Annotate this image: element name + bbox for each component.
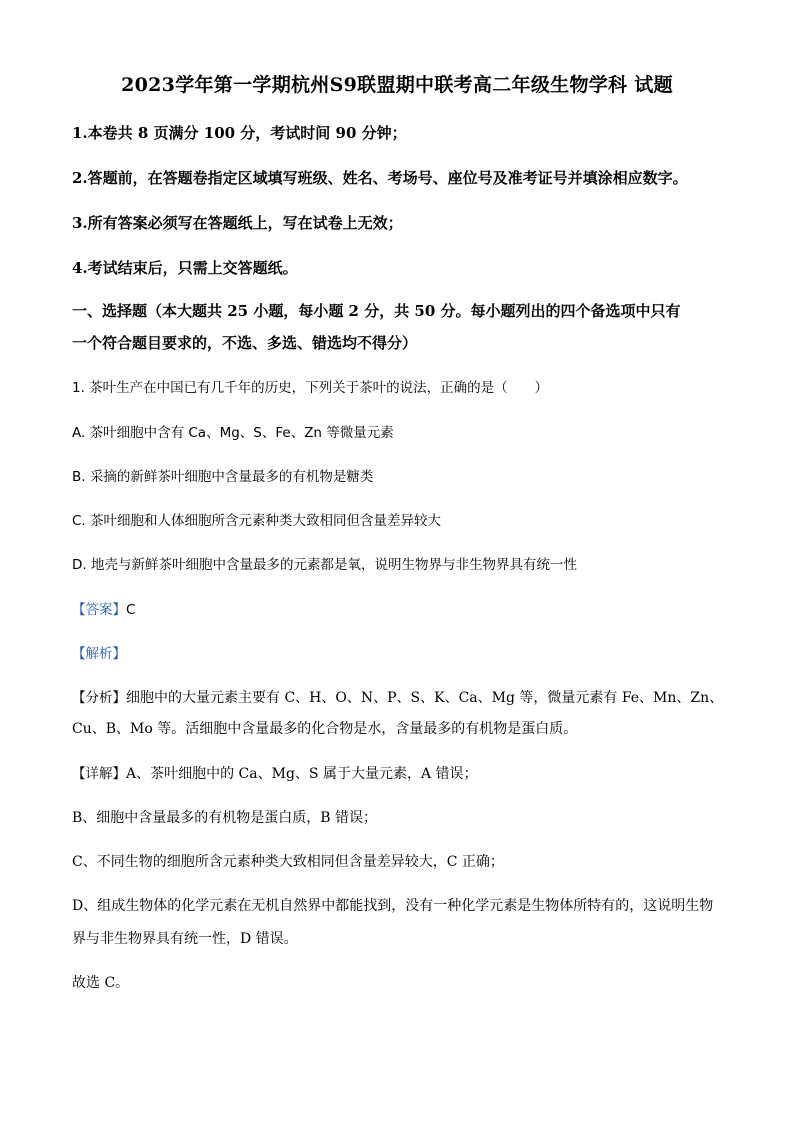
option-d: D. 地壳与新鲜茶叶细胞中含量最多的元素都是氧，说明生物界与非生物界具有统一性 — [72, 557, 577, 573]
section-heading-line1: 一、选择题（本大题共 25 小题，每小题 2 分，共 50 分。每小题列出的四个备选项中只有 — [72, 302, 681, 320]
answer-tag: 【答案】 — [72, 602, 126, 618]
option-b: B. 采摘的新鲜茶叶细胞中含量最多的有机物是糖类 — [72, 469, 374, 485]
question-stem: 1. 茶叶生产在中国已有几千年的历史，下列关于茶叶的说法，正确的是（ ） — [72, 380, 549, 396]
page-title: 2023学年第一学期杭州S9联盟期中联考高二年级生物学科 试题 — [121, 74, 673, 96]
answer-line — [72, 598, 754, 618]
note-2: 2.答题前，在答题卷指定区域填写班级、姓名、考场号、座位号及准考证号并填涂相应数字。 — [72, 169, 688, 187]
detail-line-b: B、细胞中含量最多的有机物是蛋白质，B 错误； — [72, 810, 378, 826]
note-4: 4.考试结束后，只需上交答题纸。 — [72, 259, 298, 277]
note-3: 3.所有答案必须写在答题纸上，写在试卷上无效； — [72, 214, 403, 232]
detail-text-a: A、茶叶细胞中的 Ca、Mg、S 属于大量元素，A 错误； — [126, 766, 478, 782]
detail-line-a — [72, 762, 754, 783]
explanation-tag — [72, 642, 754, 662]
option-a: A. 茶叶细胞中含有 Ca、Mg、S、Fe、Zn 等微量元素 — [72, 425, 394, 441]
detail-line-d2: 界与非生物界具有统一性，D 错误。 — [72, 931, 298, 947]
analysis-text-1: 细胞中的大量元素主要有 C、H、O、N、P、S、K、Ca、Mg 等，微量元素有 Fe、Mn、Zn、 — [126, 690, 724, 706]
analysis-line1 — [72, 686, 754, 707]
explanation-label: 【解析】 — [72, 646, 126, 662]
note-1: 1.本卷共 8 页满分 100 分，考试时间 90 分钟； — [72, 124, 407, 142]
detail-line-c: C、不同生物的细胞所含元素种类大致相同但含量差异较大，C 正确； — [72, 854, 504, 870]
conclusion: 故选 C。 — [72, 975, 130, 991]
detail-line-d1: D、组成生物体的化学元素在无机自然界中都能找到，没有一种化学元素是生物体所特有的，这说明生物 — [72, 898, 714, 914]
section-heading-line2: 一个符合题目要求的，不选、多选、错选均不得分） — [72, 334, 418, 352]
answer-value: C — [126, 602, 136, 618]
analysis-tag: 【分析】 — [72, 690, 126, 706]
analysis-line2: Cu、B、Mo 等。活细胞中含量最多的化合物是水，含量最多的有机物是蛋白质。 — [72, 721, 578, 737]
detail-tag: 【详解】 — [72, 766, 126, 782]
option-c: C. 茶叶细胞和人体细胞所含元素种类大致相同但含量差异较大 — [72, 513, 442, 529]
